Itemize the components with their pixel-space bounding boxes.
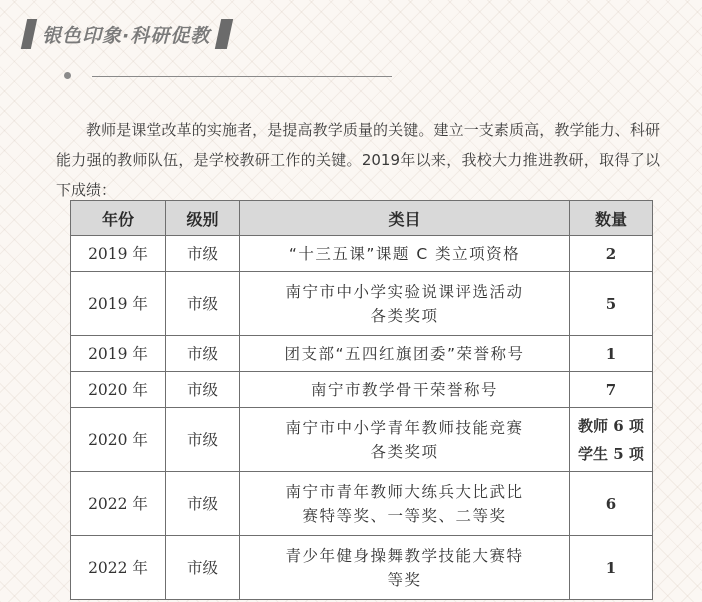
quantity-line: 6 bbox=[605, 494, 617, 513]
cell-level: 市级 bbox=[166, 336, 240, 372]
cell-level: 市级 bbox=[166, 272, 240, 336]
quantity-line: 5 bbox=[605, 294, 617, 313]
divider-line bbox=[92, 76, 392, 77]
category-line: 南宁市中小学青年教师技能竞赛 bbox=[285, 418, 524, 437]
cell-category bbox=[240, 472, 570, 536]
category-line: 南宁市中小学实验说课评选活动 bbox=[285, 282, 524, 301]
table-header-row bbox=[71, 201, 653, 236]
quantity-line: 7 bbox=[605, 380, 617, 399]
category-line: 南宁市教学骨干荣誉称号 bbox=[310, 380, 498, 399]
section-title: 银色印象·科研促教 bbox=[42, 24, 211, 47]
cell-category bbox=[240, 372, 570, 408]
category-line: 团支部“五四红旗团委”荣誉称号 bbox=[284, 344, 525, 363]
category-line: 各类奖项 bbox=[370, 442, 439, 461]
category-line: 各类奖项 bbox=[370, 306, 439, 325]
cell-year: 2022 年 bbox=[71, 536, 166, 600]
category-line: 赛特等奖、一等奖、二等奖 bbox=[302, 506, 507, 525]
quantity-line: 2 bbox=[605, 244, 617, 263]
table-row bbox=[71, 336, 653, 372]
header-level: 级别 bbox=[166, 201, 240, 236]
cell-level: 市级 bbox=[166, 372, 240, 408]
category-line: 青少年健身操舞教学技能大赛特 bbox=[285, 546, 524, 565]
cell-year: 2019 年 bbox=[71, 272, 166, 336]
cell-category bbox=[240, 236, 570, 272]
category-line: 南宁市青年教师大练兵大比武比 bbox=[285, 482, 524, 501]
table-row bbox=[71, 472, 653, 536]
header-bar-right bbox=[215, 19, 233, 49]
cell-year: 2019 年 bbox=[71, 236, 166, 272]
cell-category bbox=[240, 272, 570, 336]
cell-year: 2020 年 bbox=[71, 372, 166, 408]
category-line: 等奖 bbox=[387, 570, 422, 589]
table-row bbox=[71, 272, 653, 336]
quantity-line: 学生 5 项 bbox=[578, 444, 644, 463]
cell-quantity bbox=[570, 236, 653, 272]
quantity-line: 1 bbox=[605, 344, 617, 363]
section-header bbox=[24, 16, 230, 52]
cell-level: 市级 bbox=[166, 408, 240, 472]
header-category: 类目 bbox=[240, 201, 570, 236]
cell-level: 市级 bbox=[166, 472, 240, 536]
quantity-line: 教师 6 项 bbox=[578, 416, 644, 435]
cell-category bbox=[240, 408, 570, 472]
table-row bbox=[71, 236, 653, 272]
header-quantity: 数量 bbox=[570, 201, 653, 236]
table-body bbox=[71, 236, 653, 600]
table-row bbox=[71, 536, 653, 600]
cell-year: 2022 年 bbox=[71, 472, 166, 536]
achievements-table bbox=[70, 200, 653, 600]
header-bar-left bbox=[21, 19, 37, 49]
table-row bbox=[71, 372, 653, 408]
divider-dot bbox=[64, 72, 71, 79]
intro-paragraph: 教师是课堂改革的实施者，是提高教学质量的关键。建立一支素质高，教学能力、科研能力强的教师队伍，是学校教研工作的关键。2019年以来，我校大力推进教研，取得了以下成绩： bbox=[56, 121, 660, 199]
cell-quantity bbox=[570, 536, 653, 600]
cell-quantity bbox=[570, 372, 653, 408]
cell-year: 2020 年 bbox=[71, 408, 166, 472]
cell-quantity bbox=[570, 408, 653, 472]
cell-category bbox=[240, 536, 570, 600]
cell-level: 市级 bbox=[166, 536, 240, 600]
cell-quantity bbox=[570, 272, 653, 336]
cell-year: 2019 年 bbox=[71, 336, 166, 372]
cell-category bbox=[240, 336, 570, 372]
quantity-line: 1 bbox=[605, 558, 617, 577]
cell-level: 市级 bbox=[166, 236, 240, 272]
cell-quantity bbox=[570, 472, 653, 536]
header-year: 年份 bbox=[71, 201, 166, 236]
cell-quantity bbox=[570, 336, 653, 372]
table-row bbox=[71, 408, 653, 472]
category-line: “十三五课”课题 C 类立项资格 bbox=[288, 244, 521, 263]
